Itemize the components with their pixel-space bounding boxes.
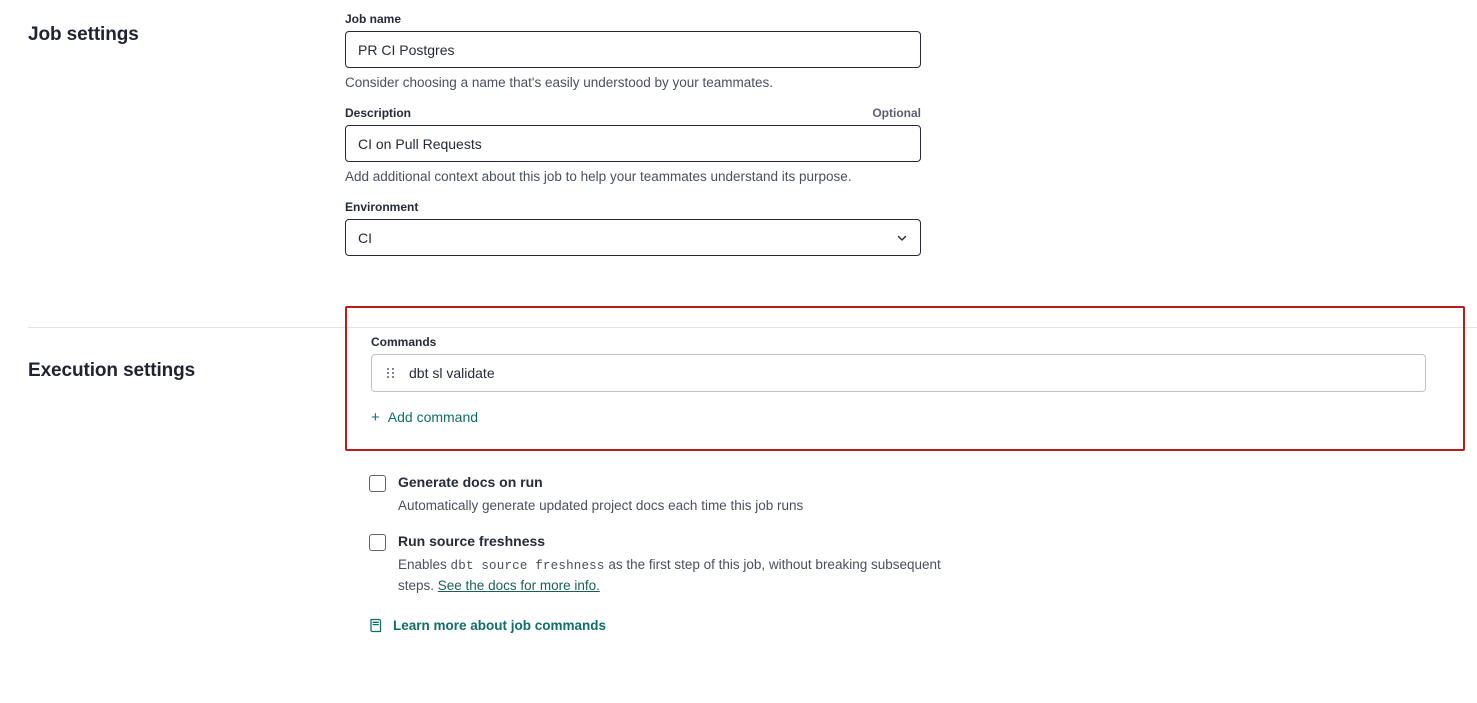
environment-select[interactable]: [345, 219, 921, 256]
job-name-field: [345, 12, 1421, 90]
generate-docs-title: Generate docs on run: [398, 474, 543, 490]
environment-field: [345, 200, 1421, 256]
job-name-helper: Consider choosing a name that's easily understood by your teammates.: [345, 75, 774, 90]
source-freshness-description: [398, 555, 958, 596]
generate-docs-body: [398, 473, 803, 516]
source-freshness-desc-middle: as the first step of this job, without breaking subsequent steps.: [398, 557, 941, 593]
source-freshness-checkbox[interactable]: [369, 534, 386, 551]
source-freshness-body: [398, 532, 958, 596]
description-input[interactable]: [345, 125, 921, 162]
execution-settings-section: [0, 282, 1477, 653]
commands-label: Commands: [371, 335, 437, 349]
commands-highlight-box: [345, 306, 1465, 451]
execution-options: [345, 473, 1477, 596]
description-field: [345, 106, 1421, 184]
environment-label: Environment: [345, 200, 419, 214]
page-title: Job settings: [28, 24, 139, 45]
description-helper: Add additional context about this job to help your teammates understand its purpose.: [345, 169, 852, 184]
job-settings-label-column: [0, 12, 345, 256]
description-label: Description: [345, 106, 412, 120]
command-input-value: dbt sl validate: [409, 365, 495, 381]
source-freshness-option[interactable]: [369, 532, 1477, 596]
job-settings-section: [0, 0, 1477, 282]
job-settings-fields: [345, 12, 1449, 256]
description-value: CI on Pull Requests: [358, 135, 482, 152]
environment-label-row: [345, 200, 921, 214]
generate-docs-description: Automatically generate updated project docs each time this job runs: [398, 498, 804, 513]
source-freshness-docs-link[interactable]: See the docs for more info.: [437, 578, 600, 593]
generate-docs-checkbox[interactable]: [369, 475, 386, 492]
job-name-label-row: [345, 12, 921, 26]
description-label-row: [345, 106, 921, 120]
add-command-button[interactable]: [371, 409, 478, 425]
learn-more-about-job-commands-link[interactable]: [345, 618, 606, 633]
add-command-label: Add command: [387, 409, 479, 425]
plus-icon: +: [371, 408, 380, 426]
environment-value: CI: [358, 229, 372, 246]
source-freshness-title: Run source freshness: [398, 533, 546, 549]
command-row[interactable]: [371, 354, 1426, 392]
job-name-input[interactable]: [345, 31, 921, 68]
execution-settings-title: Execution settings: [28, 360, 196, 381]
description-optional-tag: Optional: [872, 106, 921, 120]
job-name-label: Job name: [345, 12, 402, 26]
source-freshness-desc-code: dbt source freshness: [450, 559, 605, 573]
job-name-value: PR CI Postgres: [358, 41, 455, 58]
execution-settings-label-column: [0, 328, 345, 633]
learn-more-label: Learn more about job commands: [393, 618, 607, 633]
chevron-down-icon: [896, 232, 908, 244]
drag-handle-icon[interactable]: [384, 368, 396, 378]
source-freshness-desc-prefix: Enables: [398, 557, 451, 572]
book-icon: [369, 618, 383, 633]
generate-docs-option[interactable]: [369, 473, 1477, 516]
execution-settings-body: [345, 328, 1477, 633]
